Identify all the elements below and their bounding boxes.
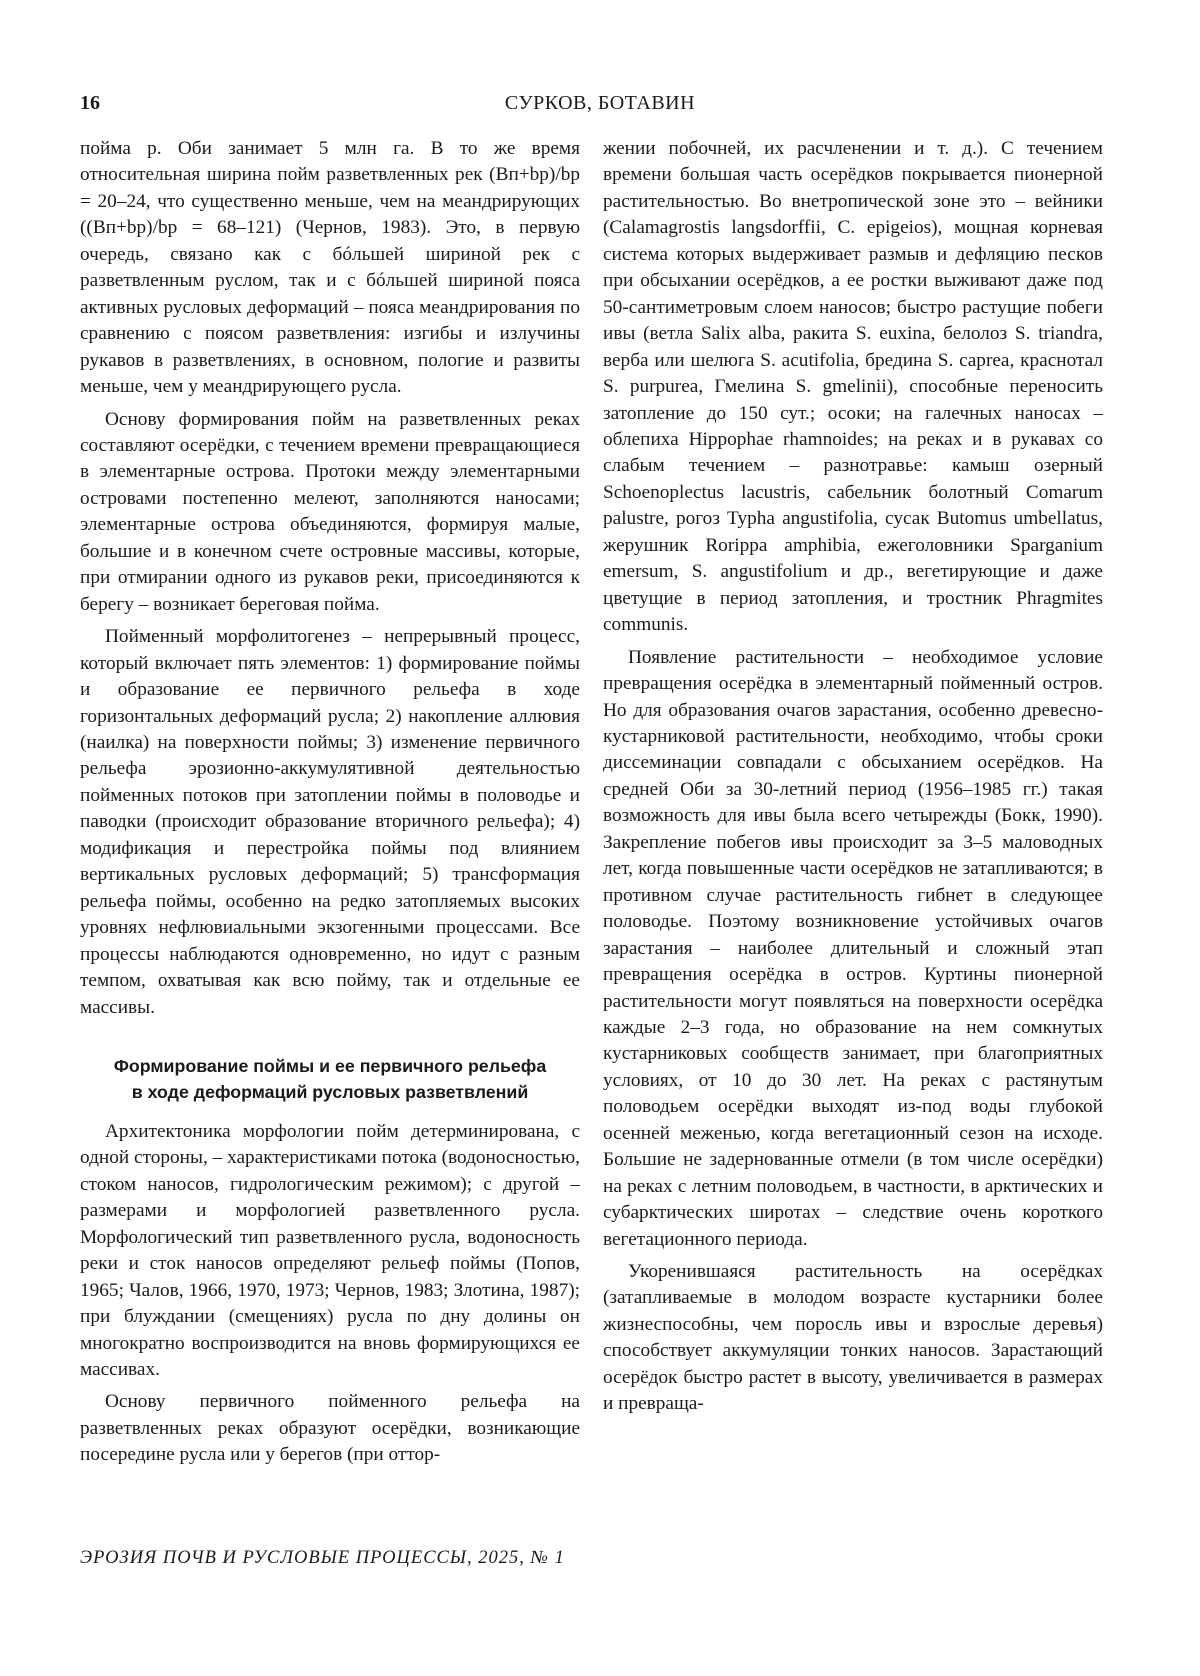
paragraph: пойма р. Оби занимает 5 млн га. В то же время относительная ширина пойм разветвленных рек (Bп+bр)/bр = 20–24, что существенно меньше, чем на меандрирующих ((Bп+bр)/bр = 68–121) (Чернов, 1983). Это, в первую очередь, связано как с бóльшей шириной рек с разветвленным руслом, так и с бóльшей шириной пояса активных русловых деформаций – пояса меандрирования по сравнению с поясом разветвления: изгибы и излучины рукавов в разветвлениях, в основном, пологие и развиты меньше, чем у меандрирующего русла.: [80, 138, 580, 398]
paragraph: Архитектоника морфологии пойм детерминирована, с одной стороны, – характеристиками потока (водоносностью, стоком наносов, гидрологическим режимом); с другой – размерами и морфологией разветвленного русла. Морфологический тип разветвленного русла, водоносность реки и сток наносов определяют рельеф поймы (Попов, 1965; Чалов, 1966, 1970, 1973; Чернов, 1983; Злотина, 1987); при блуждании (смещениях) русла по дну долины он многократно воспроизводится на вновь формирующихся ее массивах.: [80, 1120, 580, 1381]
left-column: [80, 136, 580, 1469]
page-header: [80, 92, 1120, 122]
paragraph: Основу формирования пойм на разветвленных реках составляют осерёдки, с течением времени превращающиеся в элементарные острова. Протоки между элементарными островами постепенно мелеют, заполняются наносами; элементарные острова объединяются, формируя малые, большие и в конечном счете островные массивы, которые, при отмирании одного из рукавов реки, присоединяются к берегу – возникает береговая пойма.: [80, 408, 580, 615]
page-number: 16: [80, 92, 100, 114]
section-title: [80, 1053, 580, 1105]
journal-footer: ЭРОЗИЯ ПОЧВ И РУСЛОВЫЕ ПРОЦЕССЫ, 2025, № 1: [80, 1548, 565, 1568]
paragraph: Появление растительности – необходимое условие превращения осерёдка в элементарный пойменный остров. Но для образования очагов зарастания, особенно древесно-кустарниковой растительности, необходимо, чтобы сроки диссеминации совпадали с обсыханием осерёдков. На средней Оби за 30-летний период (1956–1985 гг.) такая возможность для ивы была всего четырежды (Бокк, 1990). Закрепление побегов ивы происходит за 3–5 маловодных лет, когда повышенные части осерёдков не затапливаются; в противном случае растительность гибнет в следующее половодье. Поэтому возникновение устойчивых очагов зарастания – наиболее длительный и сложный этап превращения осерёдка в остров. Куртины пионерной растительности могут появляться на поверхности осерёдка каждые 2–3 года, но образование на нем сомкнутых кустарниковых сообществ занимает, при благоприятных условиях, от 10 до 30 лет. На реках с растянутым половодьем осерёдки выходят из-под воды глубокой осенней меженью, когда вегетационный сезон на исходе. Большие не задернованные отмели (в том числе осерёдки) на реках с летним половодьем, в частности, в арктических и субарктических широтах – следствие очень короткого вегетационного периода.: [603, 646, 1103, 1250]
section-title-line: в ходе деформаций русловых разветвлений: [131, 1081, 529, 1102]
paragraph: жении побочней, их расчленении и т. д.). С течением времени большая часть осерёдков покрывается пионерной растительностью. Во внетропической зоне это – вейники (Calamagrostis langsdorffii, C. epigeios), мощная корневая система которых выдерживает размыв и дефляцию песков при обсыхании осерёдков, а ее ростки выживают даже под 50-сантиметровым слоем наносов; быстро растущие побеги ивы (ветла Salix alba, ракита S. euxina, белолоз S. triandra, верба или шелюга S. acutifolia, бредина S. caprea, краснотал S. purpurea, Гмелина S. gmelinii), способные переносить затопление до 150 сут.; осоки; на галечных наносах – облепиха Hippophae rhamnoides; на реках и в рукавах со слабым течением – разнотравье: камыш озерный Schoenoplectus lacustris, сабельник болотный Comarum palustre, рогоз Typha angustifolia, сусак Butomus umbellatus, жерушник Rorippa amphibia, ежеголовники Sparganium emersum, S. angustifolium и др., вегетирующие и даже цветущие в период затопления, и тростник Phragmites communis.: [603, 138, 1103, 636]
paragraph: Основу первичного пойменного рельефа на разветвленных реках образуют осерёдки, возникающие посередине русла или у берегов (при оттор-: [80, 1391, 580, 1466]
paragraph: Укоренившаяся растительность на осерёдках (затапливаемые в молодом возрасте кустарники более жизнеспособны, чем поросль ивы и взрослые деревья) способствует аккумуляции тонких наносов. Зарастающий осерёдок быстро растет в высоту, увеличивается в размерах и превраща-: [603, 1261, 1103, 1415]
running-head-authors: СУРКОВ, БОТАВИН: [504, 92, 696, 114]
paragraph: Пойменный морфолитогенез – непрерывный процесс, который включает пять элементов: 1) формирование поймы и образование ее первичного рельефа в ходе горизонтальных деформаций русла; 2) накопление аллювия (наилка) на поверхности поймы; 3) изменение первичного рельефа эрозионно-аккумулятивной деятельностью пойменных потоков при затоплении поймы в половодье и паводки (происходит образование вторичного рельефа); 4) модификация и перестройка поймы под влиянием вертикальных русловых деформаций; 5) трансформация рельефа поймы, особенно на редко затопляемых высоких уровнях нефлювиальными экзогенными процессами. Все процессы наблюдаются одновременно, но идут с разным темпом, охватывая как всю пойму, так и отдельные ее массивы.: [80, 626, 580, 1018]
section-title-line: Формирование поймы и ее первичного рельефа: [113, 1055, 547, 1076]
right-column: [603, 136, 1103, 1418]
